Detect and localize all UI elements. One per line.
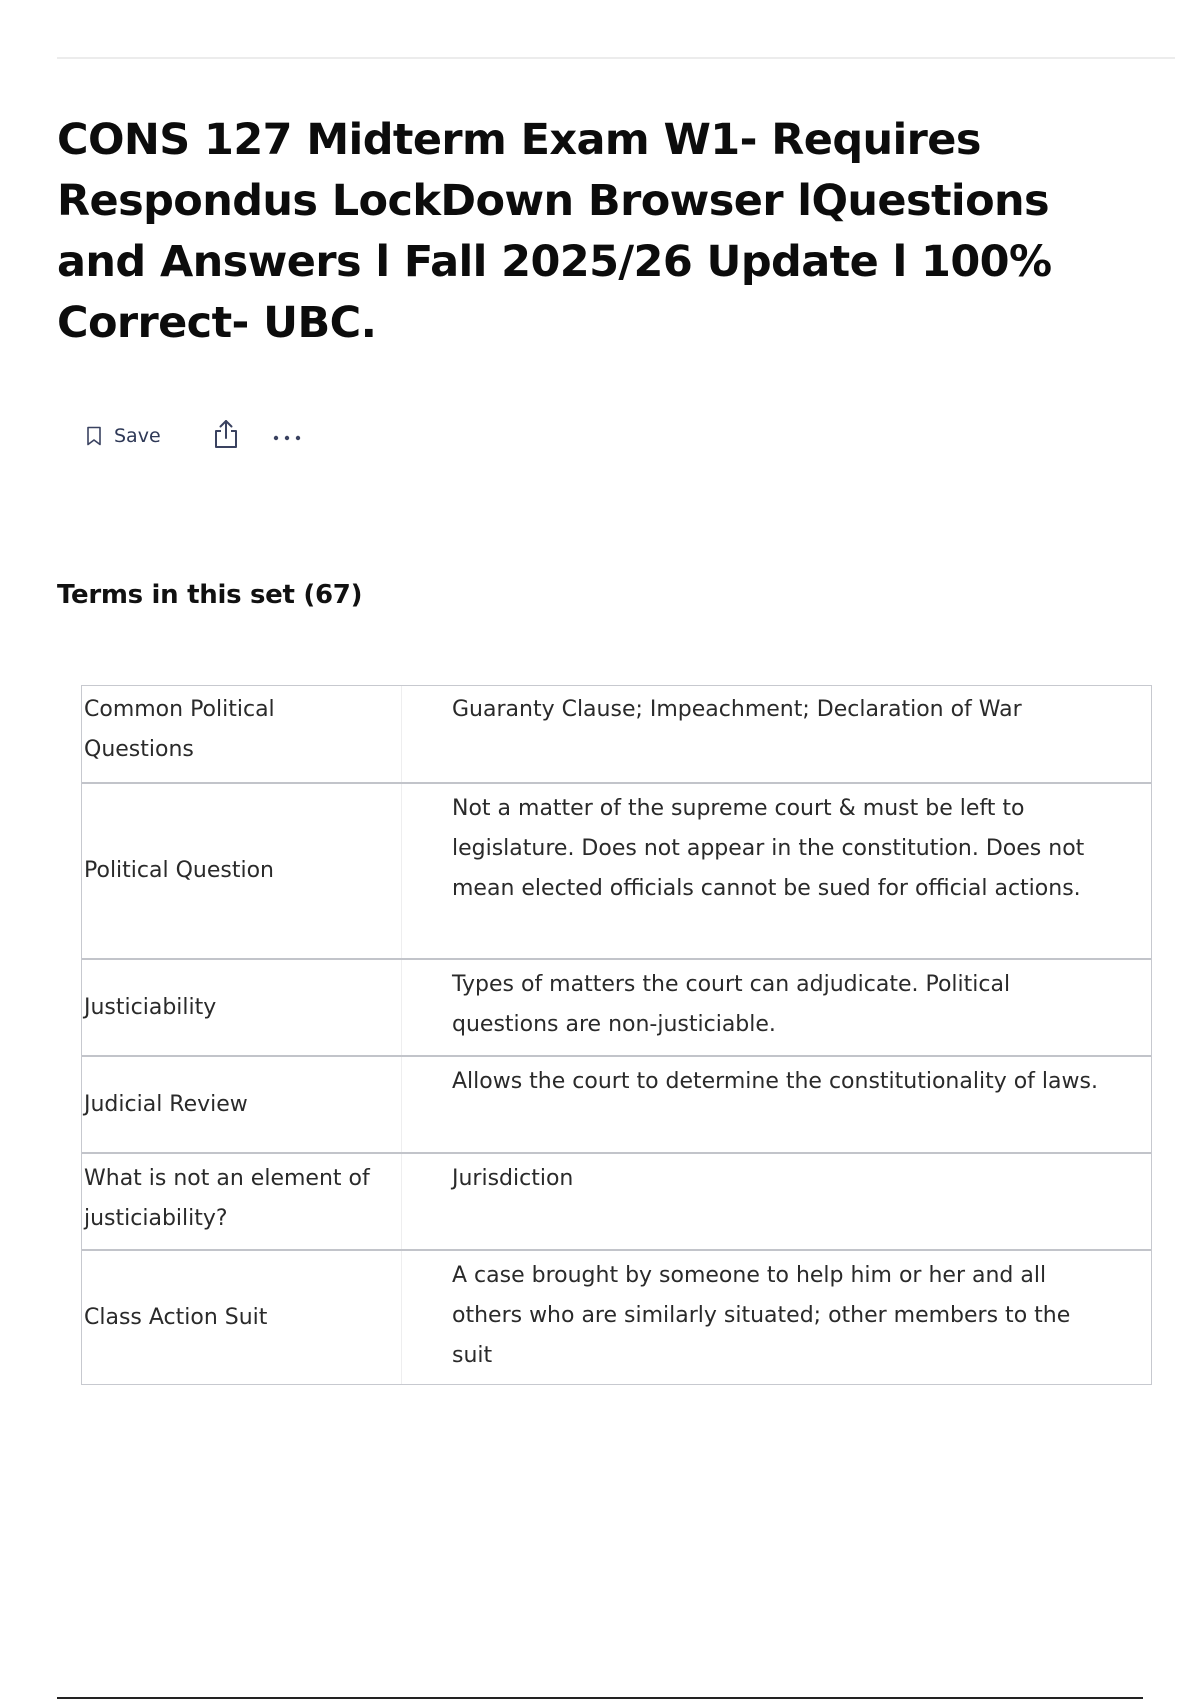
definition-cell xyxy=(402,1251,1151,1384)
definition-text: Jurisdiction xyxy=(452,1166,574,1191)
term-cell xyxy=(82,686,402,782)
term-cell xyxy=(82,784,402,958)
term-row xyxy=(82,686,1151,782)
definition-text: Guaranty Clause; Impeachment; Declaration of War xyxy=(452,697,1022,722)
term-cell xyxy=(82,1154,402,1249)
term-text: Political Question xyxy=(84,858,274,883)
definition-cell xyxy=(402,1057,1151,1152)
more-options-icon xyxy=(272,427,302,446)
term-text: Class Action Suit xyxy=(84,1304,268,1330)
term-row xyxy=(82,958,1151,1055)
bookmark-icon xyxy=(86,426,102,446)
save-label: Save xyxy=(114,425,161,447)
more-options-button[interactable] xyxy=(272,418,302,454)
definition-cell xyxy=(402,686,1151,782)
term-text: What is not an element of justiciability? xyxy=(84,1166,370,1231)
term-row xyxy=(82,1152,1151,1249)
term-text: Common Political Questions xyxy=(84,697,275,762)
definition-text: Not a matter of the supreme court & must be left to legislature. Does not appear in the constitution. Does not mean elected officials cannot be sued for official actions. xyxy=(452,796,1085,901)
page-title: CONS 127 Midterm Exam W1- Requires Respondus LockDown Browser lQuestions and Answers l Fall 2025/26 Update l 100% Correct- UBC. xyxy=(57,115,1052,348)
term-text: Justiciability xyxy=(84,994,217,1020)
definition-cell xyxy=(402,1154,1151,1249)
term-cell xyxy=(82,1057,402,1152)
definition-cell xyxy=(402,960,1151,1055)
definition-text: Types of matters the court can adjudicate. Political questions are non-justiciable. xyxy=(452,972,1011,1037)
terms-heading: Terms in this set (67) xyxy=(57,580,363,610)
share-icon xyxy=(213,419,239,453)
term-row xyxy=(82,1055,1151,1152)
term-row xyxy=(82,1249,1151,1384)
term-text: Judicial Review xyxy=(84,1091,248,1117)
bottom-divider xyxy=(57,1697,1143,1699)
term-cell xyxy=(82,960,402,1055)
term-row xyxy=(82,782,1151,958)
definition-text: Allows the court to determine the constitutionality of laws. xyxy=(452,1069,1098,1094)
save-button[interactable] xyxy=(86,418,161,454)
top-divider xyxy=(57,57,1175,59)
action-toolbar xyxy=(86,418,302,454)
definition-text: A case brought by someone to help him or her and all others who are similarly situated; other members to the suit xyxy=(452,1263,1071,1368)
definition-cell xyxy=(402,784,1151,958)
share-button[interactable] xyxy=(213,418,239,454)
term-cell xyxy=(82,1251,402,1384)
terms-table xyxy=(81,685,1152,1385)
